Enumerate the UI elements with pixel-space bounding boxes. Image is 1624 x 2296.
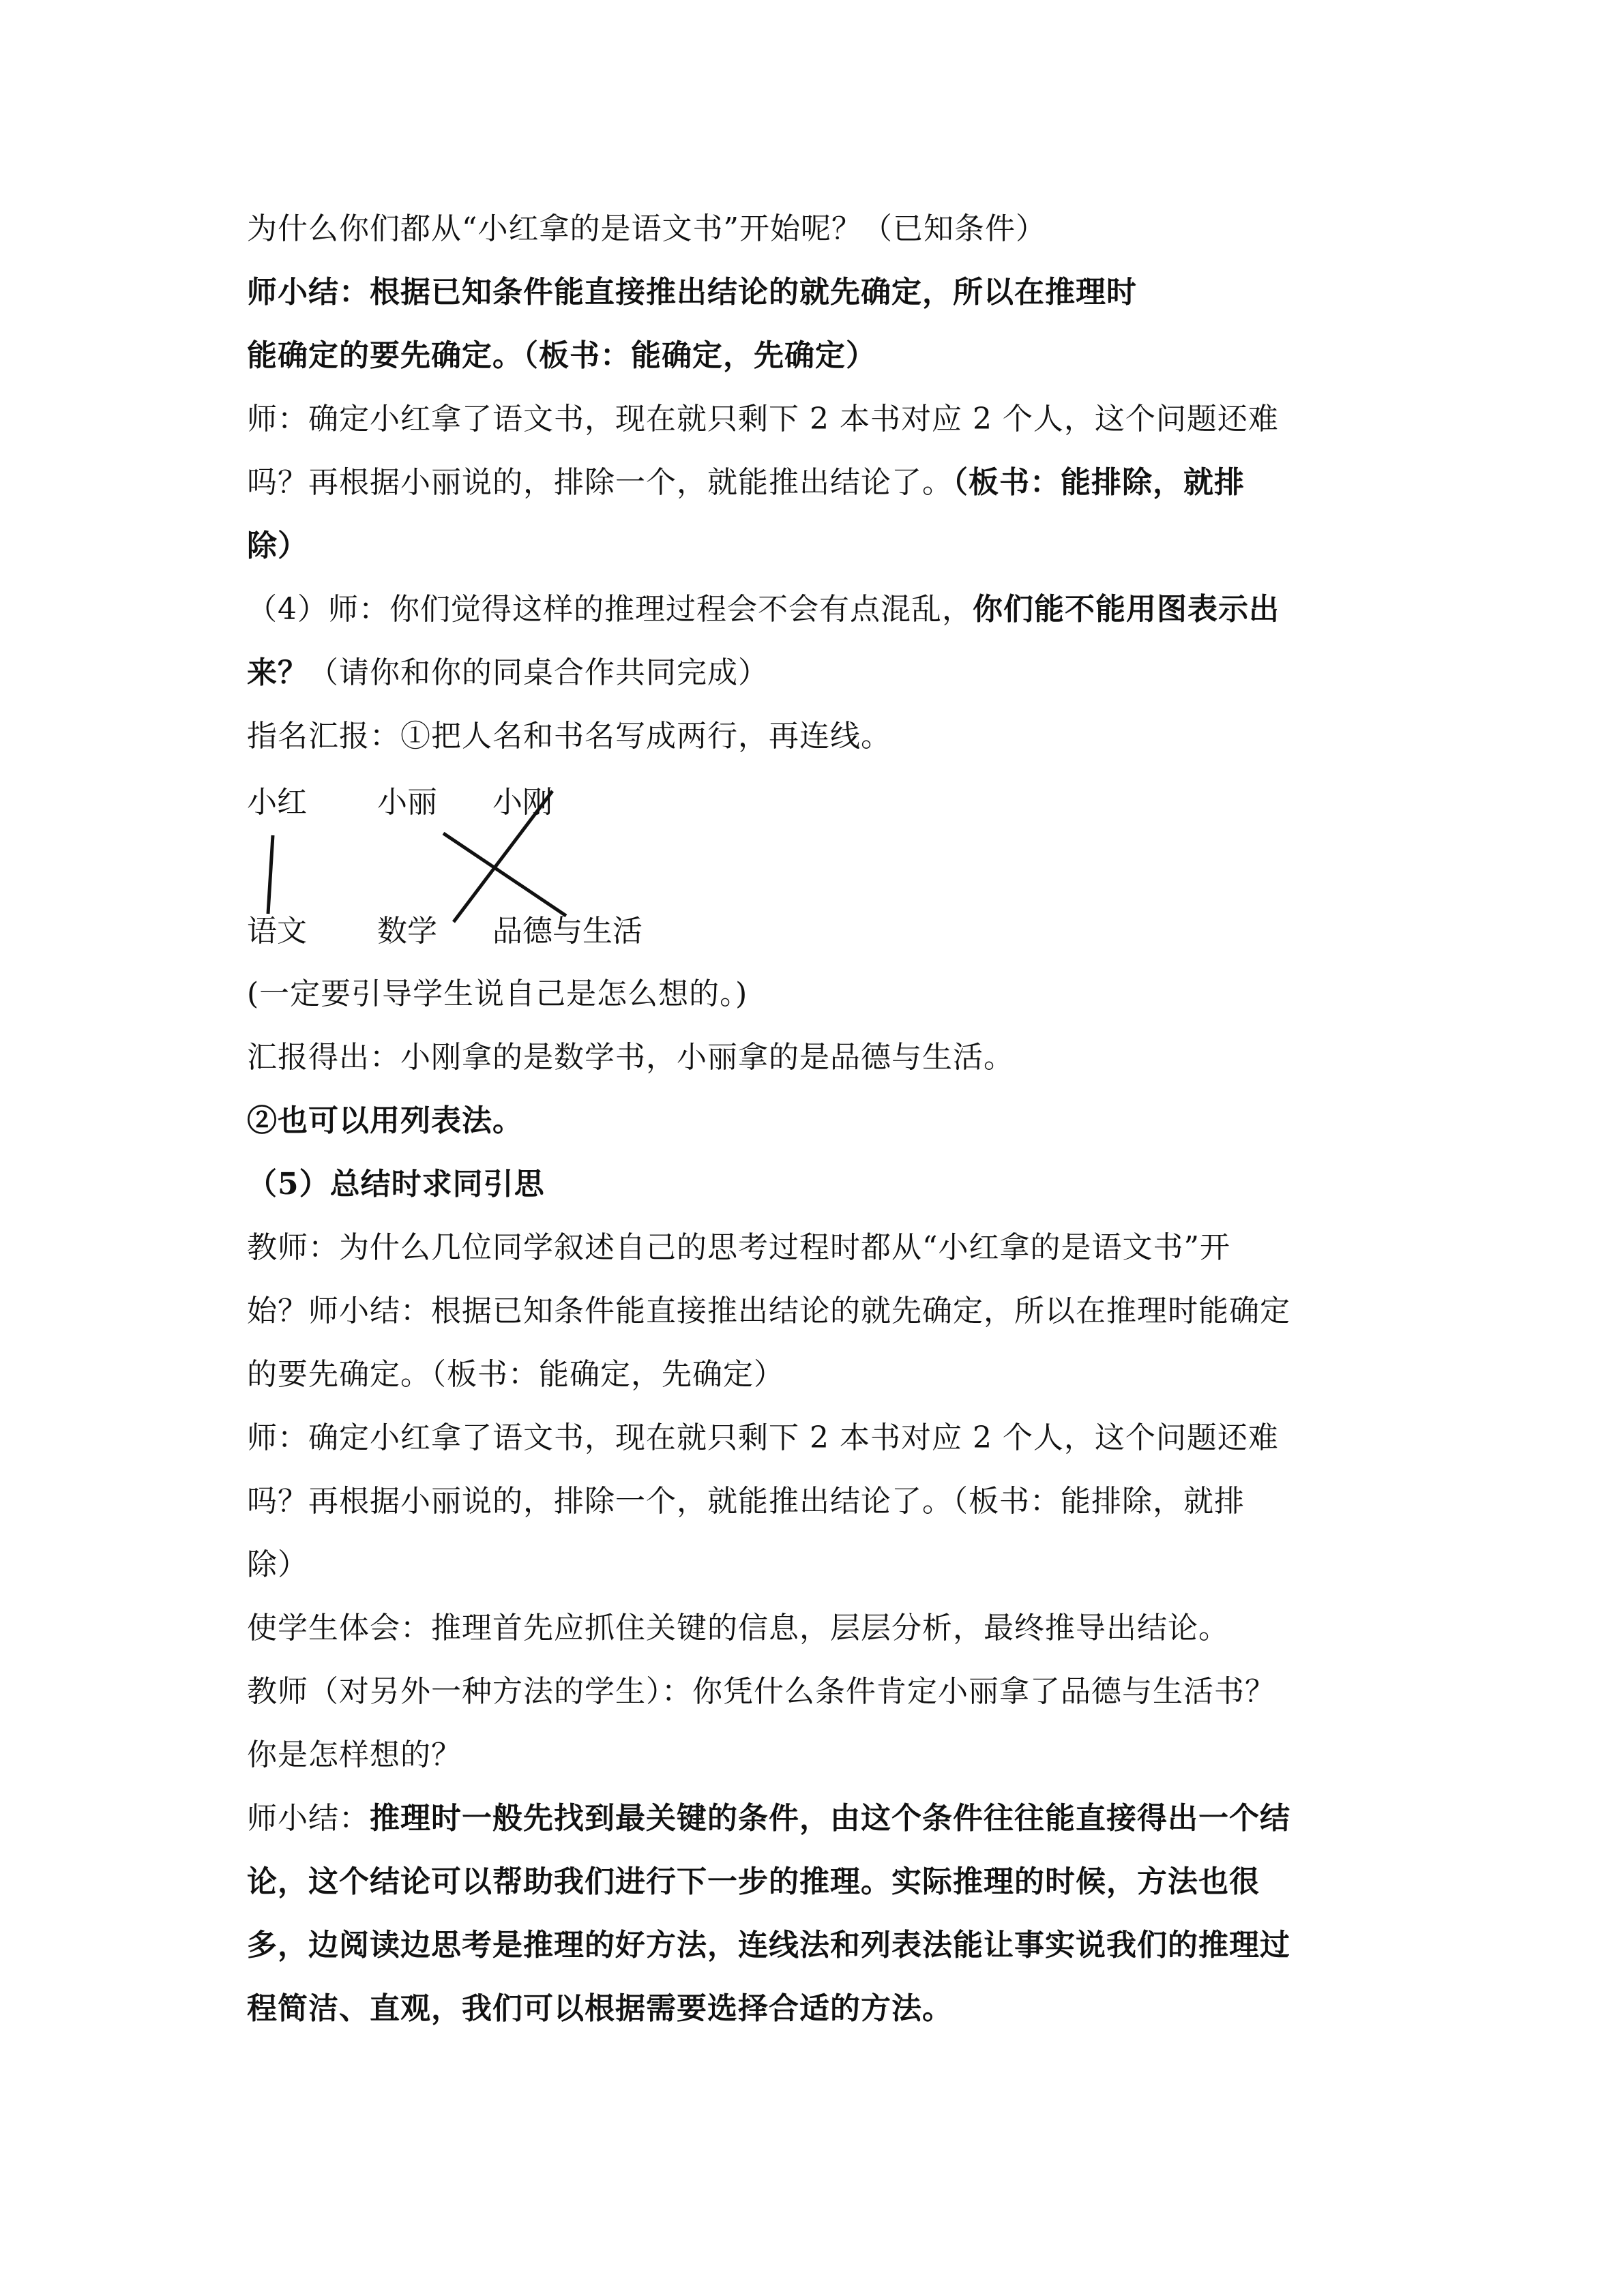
text-line-6: 除）	[247, 528, 308, 563]
text-line-19: 除）	[247, 1547, 308, 1582]
text-line-26: 程简洁、直观，我们可以根据需要选择合适的方法。	[247, 1991, 953, 2026]
text-line-17: 师：确定小红拿了语文书，现在就只剩下 2 本书对应 2 个人，这个问题还难	[247, 1420, 1279, 1455]
text-line-23-normal: 师小结：	[247, 1801, 370, 1836]
text-line-7-bold: 你们能不能用图表示出	[973, 592, 1280, 627]
text-line-14: 教师：为什么几位同学叙述自己的思考过程时都从“小红拿的是语文书”开	[247, 1230, 1230, 1265]
summary-line-2: 能确定的要先确定。（板书：能确定，先确定）	[247, 338, 876, 373]
text-line-23-bold: 推理时一般先找到最关键的条件，由这个条件往往能直接得出一个结	[370, 1801, 1290, 1836]
text-line-16: 的要先确定。（板书：能确定，先确定）	[247, 1357, 784, 1392]
text-line-5-bold: （板书：能排除，就排	[953, 465, 1245, 500]
text-line-15: 始？师小结：根据已知条件能直接推出结论的就先确定，所以在推理时能确定	[247, 1294, 1290, 1328]
text-line-4: 师：确定小红拿了语文书，现在就只剩下 2 本书对应 2 个人，这个问题还难	[247, 402, 1279, 436]
person-xiaoli: 小丽	[377, 785, 437, 820]
text-line-10: (一定要引导学生说自己是怎么想的。)	[247, 976, 748, 1011]
text-line-20: 使学生体会：推理首先应抓住关键的信息，层层分析，最终推导出结论。	[247, 1611, 1229, 1645]
match-line-xiaoli-morality	[443, 833, 566, 916]
book-morality-life: 品德与生活	[492, 914, 643, 949]
text-line-12: ②也可以用列表法。	[247, 1103, 523, 1138]
section-heading-5: （5）总结时求同引思	[247, 1167, 545, 1202]
book-chinese: 语文	[247, 914, 307, 949]
text-line-25: 多，边阅读边思考是推理的好方法，连线法和列表法能让事实说我们的推理过	[247, 1928, 1290, 1963]
person-xiaogang: 小刚	[492, 785, 552, 820]
match-line-xiaogang-math	[454, 791, 552, 922]
text-line-23	[247, 1798, 1290, 1839]
person-xiaohong: 小红	[247, 785, 307, 820]
book-math: 数学	[377, 914, 437, 949]
text-line-11: 汇报得出：小刚拿的是数学书，小丽拿的是品德与生活。	[247, 1040, 1014, 1075]
text-line-22: 你是怎样想的？	[247, 1738, 462, 1772]
text-line-18: 吗？再根据小丽说的，排除一个，就能推出结论了。（板书：能排除，就排	[247, 1484, 1245, 1519]
match-line-xiaohong-chinese	[268, 835, 273, 914]
text-line-21: 教师（对另外一种方法的学生）：你凭什么条件肯定小丽拿了品德与生活书？	[247, 1674, 1275, 1709]
text-line-9: 指名汇报：①把人名和书名写成两行，再连线。	[247, 719, 891, 754]
text-line-24: 论，这个结论可以帮助我们进行下一步的推理。实际推理的时候，方法也很	[247, 1864, 1260, 1899]
text-line-8-normal: （请你和你的同桌合作共同完成）	[308, 655, 769, 690]
text-line-5-normal: 吗？再根据小丽说的，排除一个，就能推出结论了。	[247, 465, 953, 500]
summary-line-1: 师小结：根据已知条件能直接推出结论的就先确定，所以在推理时	[247, 275, 1137, 310]
text-line-7-normal: （4）师：你们觉得这样的推理过程会不会有点混乱，	[247, 592, 973, 627]
text-line-8-bold: 来？	[247, 655, 308, 690]
text-line-1: 为什么你们都从“小红拿的是语文书”开始呢？（已知条件）	[247, 211, 1046, 246]
